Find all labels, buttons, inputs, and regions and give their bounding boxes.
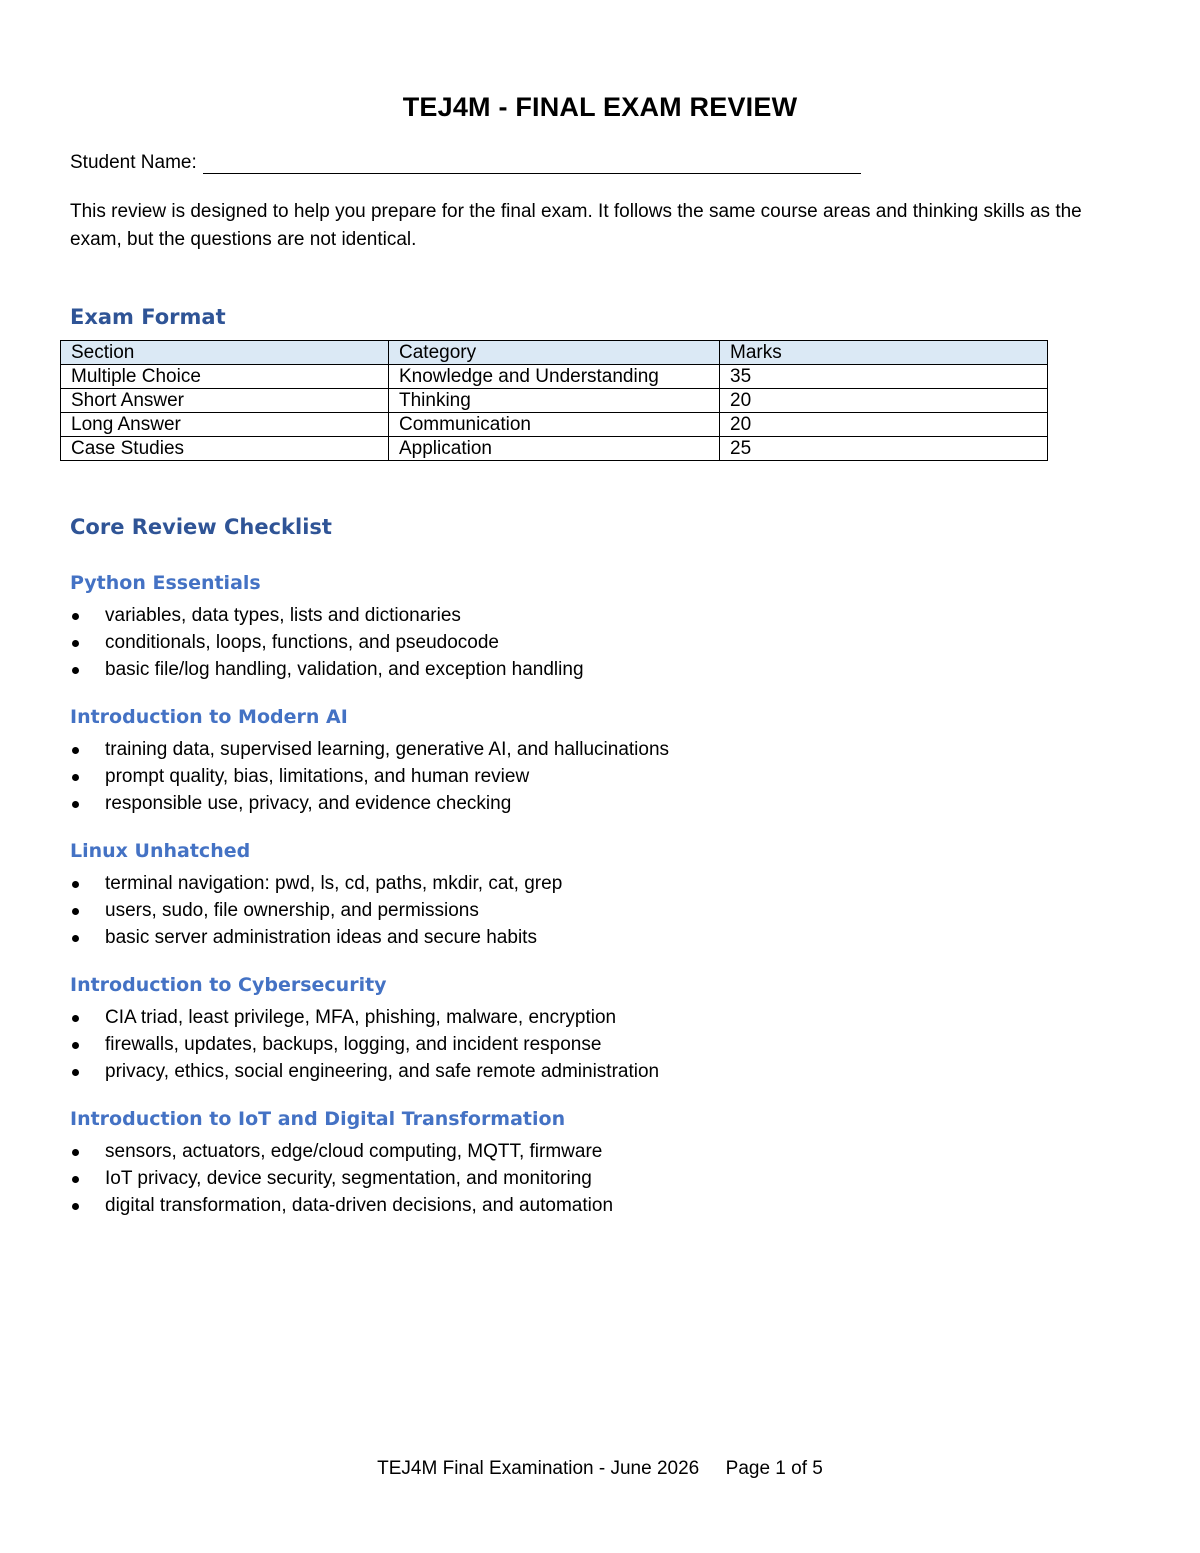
bullet-icon: [72, 908, 79, 915]
list-item-text: digital transformation, data-driven decisions, and automation: [105, 1195, 614, 1216]
table-row: [61, 413, 1048, 437]
document-title: TEJ4M - FINAL EXAM REVIEW: [402, 92, 798, 122]
list-item: [70, 736, 669, 763]
list-item: [70, 763, 669, 790]
iot-list: [70, 1138, 613, 1219]
table-row: [61, 365, 1048, 389]
cell-marks: 20: [720, 389, 1048, 413]
cell-section: Long Answer: [61, 413, 389, 437]
list-item-text: IoT privacy, device security, segmentation, and monitoring: [105, 1168, 592, 1189]
cell-section: Case Studies: [61, 437, 389, 461]
bullet-icon: [72, 1176, 79, 1183]
cell-marks: 25: [720, 437, 1048, 461]
list-item: [70, 1165, 613, 1192]
linux-unhatched-heading: Linux Unhatched: [70, 840, 251, 862]
list-item: [70, 656, 584, 683]
list-item: [70, 629, 584, 656]
exam-format-heading: Exam Format: [70, 305, 226, 329]
column-header-category: Category: [389, 341, 720, 365]
cell-section: Multiple Choice: [61, 365, 389, 389]
cell-section: Short Answer: [61, 389, 389, 413]
student-name-label: Student Name:: [70, 152, 197, 173]
bullet-icon: [72, 1203, 79, 1210]
list-item-text: users, sudo, file ownership, and permissions: [105, 900, 479, 921]
list-item: [70, 1192, 613, 1219]
list-item-text: training data, supervised learning, generative AI, and hallucinations: [105, 739, 670, 760]
modern-ai-list: [70, 736, 669, 817]
bullet-icon: [72, 613, 79, 620]
table-row: [61, 389, 1048, 413]
list-item: [70, 602, 584, 629]
list-item-text: terminal navigation: pwd, ls, cd, paths, mkdir, cat, grep: [105, 873, 563, 894]
cell-category: Knowledge and Understanding: [389, 365, 720, 389]
list-item: [70, 1138, 613, 1165]
student-name-field: [70, 152, 861, 174]
list-item: [70, 897, 562, 924]
cybersecurity-list: [70, 1004, 659, 1085]
bullet-icon: [72, 1149, 79, 1156]
cell-marks: 20: [720, 413, 1048, 437]
list-item: [70, 1031, 659, 1058]
linux-unhatched-list: [70, 870, 562, 951]
cybersecurity-heading: Introduction to Cybersecurity: [70, 974, 387, 996]
bullet-icon: [72, 881, 79, 888]
column-header-section: Section: [61, 341, 389, 365]
list-item-text: privacy, ethics, social engineering, and safe remote administration: [105, 1061, 660, 1082]
page-footer: [0, 1458, 1200, 1480]
list-item: [70, 1004, 659, 1031]
table-row: [61, 437, 1048, 461]
modern-ai-heading: Introduction to Modern AI: [70, 706, 348, 728]
list-item-text: prompt quality, bias, limitations, and human review: [105, 766, 530, 787]
intro-paragraph: This review is designed to help you prepare for the final exam. It follows the same course areas and thinking skills as the exam, but the questions are not identical.: [70, 201, 1082, 250]
list-item-text: CIA triad, least privilege, MFA, phishing, malware, encryption: [105, 1007, 617, 1028]
bullet-icon: [72, 667, 79, 674]
bullet-icon: [72, 747, 79, 754]
list-item: [70, 790, 669, 817]
cell-category: Thinking: [389, 389, 720, 413]
student-name-blank-line[interactable]: [203, 153, 861, 174]
iot-heading: Introduction to IoT and Digital Transformation: [70, 1108, 566, 1130]
bullet-icon: [72, 1015, 79, 1022]
cell-category: Application: [389, 437, 720, 461]
list-item: [70, 1058, 659, 1085]
table-header-row: [61, 341, 1048, 365]
exam-format-table: [60, 340, 1048, 461]
checklist-heading: Core Review Checklist: [70, 515, 332, 539]
cell-category: Communication: [389, 413, 720, 437]
list-item-text: conditionals, loops, functions, and pseudocode: [105, 632, 499, 653]
list-item: [70, 924, 562, 951]
bullet-icon: [72, 1042, 79, 1049]
python-essentials-heading: Python Essentials: [70, 572, 261, 594]
list-item-text: firewalls, updates, backups, logging, and incident response: [105, 1034, 602, 1055]
footer-exam-name: TEJ4M Final Examination - June 2026: [377, 1458, 700, 1479]
list-item-text: variables, data types, lists and dictionaries: [105, 605, 461, 626]
list-item-text: basic server administration ideas and secure habits: [105, 927, 537, 948]
bullet-icon: [72, 774, 79, 781]
list-item: [70, 870, 562, 897]
bullet-icon: [72, 640, 79, 647]
column-header-marks: Marks: [720, 341, 1048, 365]
bullet-icon: [72, 935, 79, 942]
list-item-text: basic file/log handling, validation, and exception handling: [105, 659, 584, 680]
bullet-icon: [72, 1069, 79, 1076]
list-item-text: responsible use, privacy, and evidence checking: [105, 793, 512, 814]
list-item-text: sensors, actuators, edge/cloud computing, MQTT, firmware: [105, 1141, 603, 1162]
cell-marks: 35: [720, 365, 1048, 389]
footer-page-number: Page 1 of 5: [725, 1458, 823, 1479]
python-essentials-list: [70, 602, 584, 683]
bullet-icon: [72, 801, 79, 808]
